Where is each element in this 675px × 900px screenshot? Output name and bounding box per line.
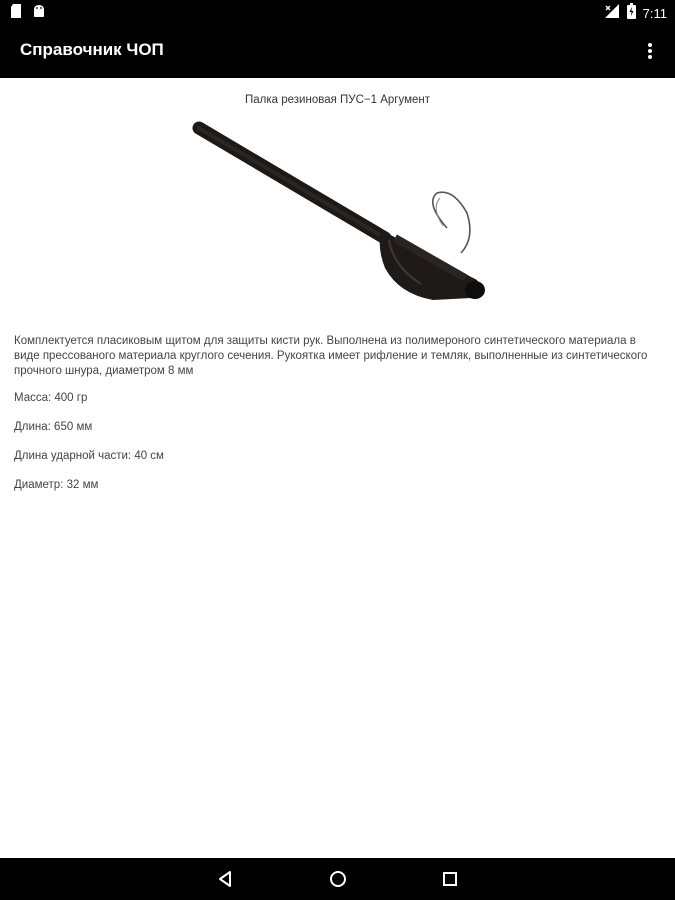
recents-icon	[442, 871, 458, 887]
status-left-icons	[10, 4, 46, 23]
status-time: 7:11	[642, 6, 667, 21]
sd-card-icon	[10, 4, 22, 23]
home-icon	[329, 870, 347, 888]
back-button[interactable]	[212, 866, 238, 892]
app-bar	[0, 24, 675, 78]
spec-diameter: Диаметр: 32 мм	[14, 479, 99, 491]
content-area	[0, 78, 675, 858]
status-bar	[0, 0, 675, 24]
overflow-menu-button[interactable]	[635, 36, 665, 66]
navigation-bar	[0, 858, 675, 900]
overflow-menu-icon	[647, 42, 653, 60]
app-title: Справочник ЧОП	[20, 40, 164, 59]
spec-strike-length: Длина ударной части: 40 см	[14, 450, 164, 462]
item-caption: Палка резиновая ПУС−1 Аргумент	[244, 94, 430, 106]
spec-length: Длина: 650 мм	[14, 421, 93, 433]
recents-button[interactable]	[437, 866, 463, 892]
back-icon	[216, 870, 234, 888]
android-icon	[32, 4, 46, 23]
battery-icon	[627, 3, 636, 24]
status-right-icons	[604, 3, 667, 24]
spec-mass: Масса: 400 гр	[14, 392, 88, 404]
item-description: Комплектуется пласиковым щитом для защиты кисти рук. Выполнена из полимероного синтетического материала в виде прессованого материала круглого сечения. Рукоятка имеет рифление и темляк, выполненные из синтетического прочного шнура, диаметром 8 мм	[14, 335, 648, 377]
baton-image	[185, 118, 495, 313]
home-button[interactable]	[325, 866, 351, 892]
signal-icon	[604, 3, 620, 24]
